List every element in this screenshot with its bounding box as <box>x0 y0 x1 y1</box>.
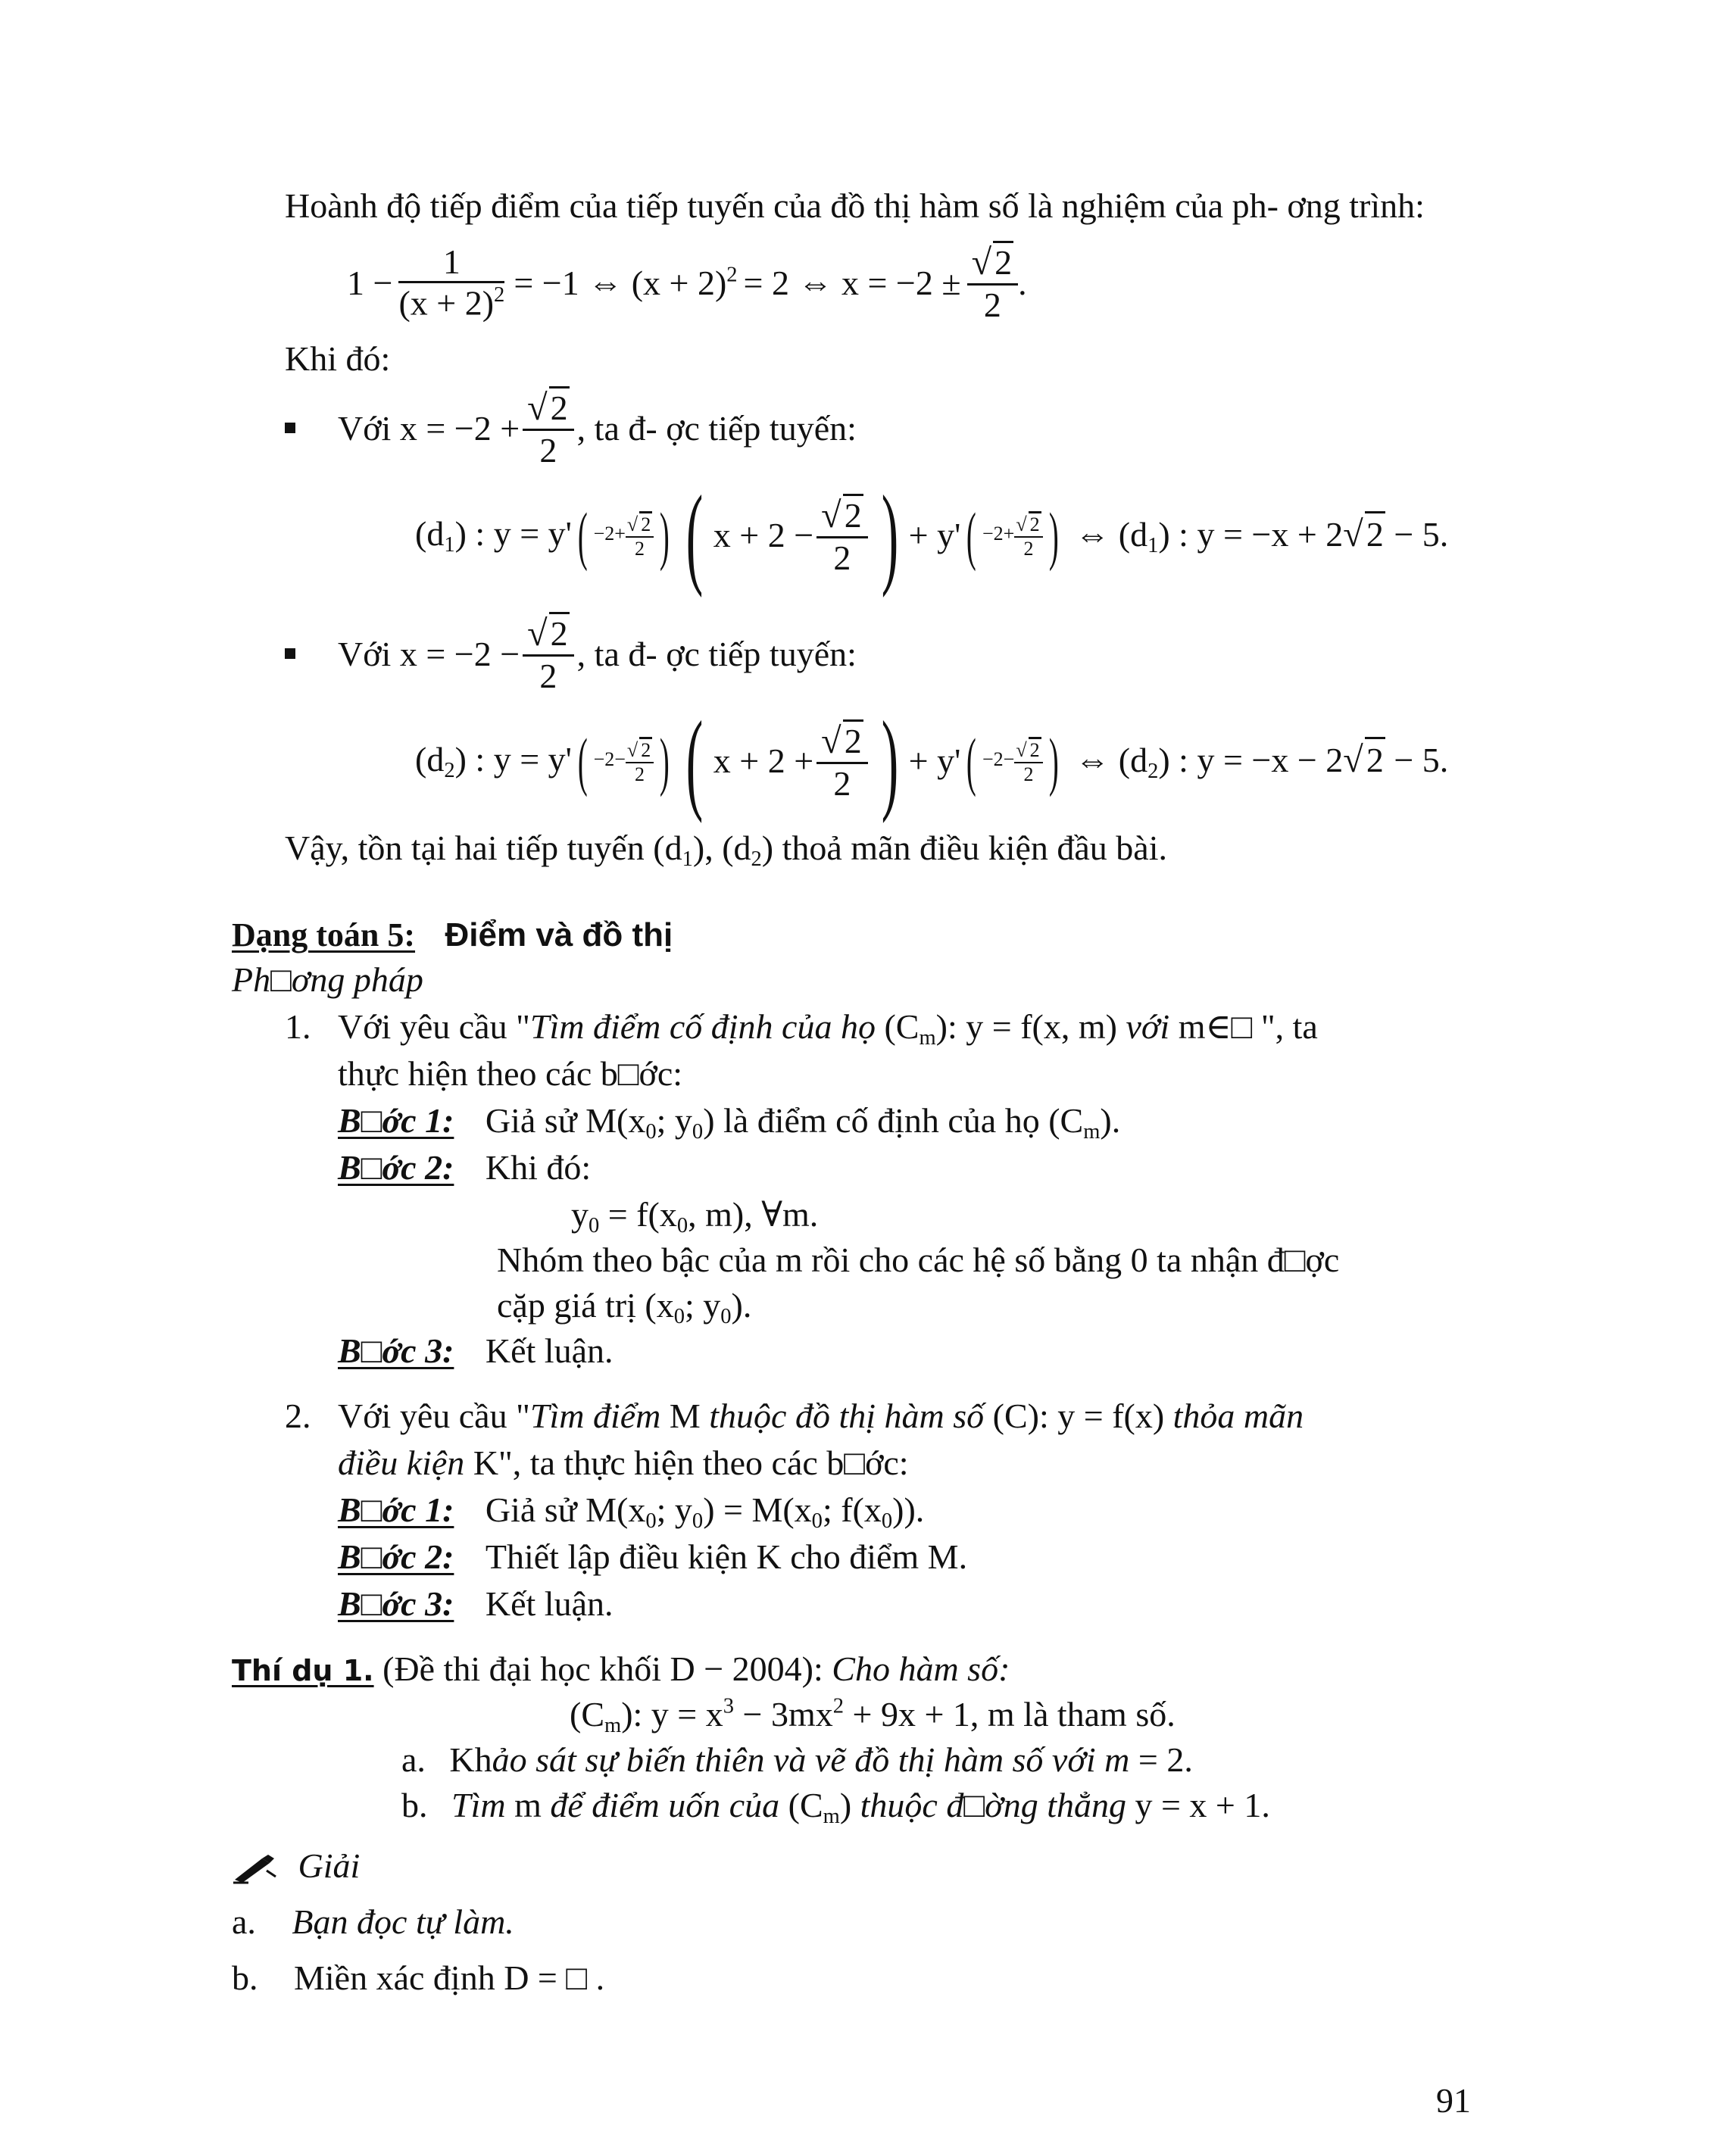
section-heading <box>232 913 673 956</box>
khi-do-label: Khi đó: <box>285 339 391 378</box>
section-title: Điểm và đồ thị <box>445 916 673 953</box>
item2-step1: B□ớc 1: Giả sử $M(x_0$; $y_0) = M(x_0$; $f(x_0)$). <box>338 1490 925 1533</box>
step2-label: B□ớc 2: <box>338 1537 454 1576</box>
paren-close: ) <box>881 473 898 598</box>
step3-label: B□ớc 3: <box>338 1331 454 1370</box>
case2-plus-y: + y' <box>908 741 961 781</box>
eq1-mid2: = 2 ⇔ x = −2 ± <box>743 263 961 302</box>
eq1-fraction <box>398 242 504 323</box>
case2-equation <box>415 698 1449 824</box>
case1-fraction: $\frac{√2}{2}$ <box>523 386 574 470</box>
item1-step1: B□ớc 1: Giả sử $M(x_0$; $y_0$) là điểm cố định của họ $(C_m)$. <box>338 1101 1121 1144</box>
paren-open: ( <box>685 698 704 824</box>
item1-step2-line2: Nhóm theo bậc của m rồi cho các hệ số bằng 0 ta nhận đ□ợc <box>497 1240 1340 1279</box>
case1-prefix: Với x = −2 + <box>338 408 520 448</box>
method-label: Ph□ơng pháp <box>232 960 423 999</box>
pen-icon <box>232 1854 279 1884</box>
step1-label: B□ớc 1: <box>338 1490 454 1529</box>
eq1-end: . <box>1018 263 1027 302</box>
intro-line: Hoành độ tiếp điểm của tiếp tuyến của đồ thị hàm số là nghiệm của ph- ơng trình: <box>285 186 1425 225</box>
case2-eq-lhs: $(d_2)$ : y = y' <box>415 739 572 782</box>
page-number: 91 <box>1436 2081 1471 2120</box>
section-label: Dạng toán 5: <box>232 916 416 953</box>
case2-eval-point-2: ( −2− $\frac{√ 2}{2}$ ) <box>966 725 1059 797</box>
bullet-icon <box>285 423 295 433</box>
bullet-icon <box>285 648 295 659</box>
eq1-sqrt-fraction: $\frac{√2}{2}$ <box>967 241 1019 325</box>
item2-step3: B□ớc 3: Kết luận. <box>338 1584 614 1623</box>
item2-step2: B□ớc 2: Thiết lập điều kiện K cho điểm M. <box>338 1537 968 1576</box>
paren-open: ( <box>685 473 704 598</box>
case1-eq-lhs: $(d_1)$ : y = y' <box>415 513 572 557</box>
eq1-frac-num: 1 <box>398 242 504 284</box>
step2-label: B□ớc 2: <box>338 1148 454 1187</box>
case2-result: ⇔ $(d_2)$ : y = −x − 2√2 − 5. <box>1075 737 1448 785</box>
case1-eval-point-2: ( −2+ $\frac{√ 2}{2}$ ) <box>966 499 1059 572</box>
eq1-frac-den: $(x + 2)^2$ <box>398 283 505 323</box>
item1-step2-equation: $y_0 = f(x_0$, m), ∀m. <box>571 1195 819 1237</box>
item2-line2: điều kiện K", ta thực hiện theo các b□ớc: <box>338 1443 909 1482</box>
case1-eval-point: ( −2+ $\frac{√ 2}{2}$ ) <box>577 499 670 572</box>
item1-line2: thực hiện theo các b□ớc: <box>338 1054 683 1093</box>
solution-b: b. Miền xác định D = □ . <box>232 1958 605 1997</box>
example-label: Thí dụ 1. <box>232 1654 374 1687</box>
eq1-lhs-one: 1 − <box>347 263 393 302</box>
solution-a: a. Bạn đọc tự làm. <box>232 1902 514 1941</box>
case2-prefix: Với x = −2 − <box>338 634 520 673</box>
item1-step2-line3: cặp giá trị ($x_0$; $y_0$). <box>497 1286 752 1328</box>
conclusion-line: Vậy, tồn tại hai tiếp tuyến $(d_1)$, $(d_2)$ thoả mãn điều kiện đầu bài. <box>285 829 1168 871</box>
case1-suffix: , ta đ- ợc tiếp tuyến: <box>576 408 857 448</box>
step1-label: B□ớc 1: <box>338 1101 454 1140</box>
solution-heading <box>232 1845 360 1886</box>
example-question-a: a. Khảo sát sự biến thiên và vẽ đồ thị hàm số với m = 2. <box>401 1740 1193 1779</box>
item1-number: 1. <box>285 1007 311 1046</box>
item2-line1: Với yêu cầu "Tìm điểm M thuộc đồ thị hàm số (C): y = f(x) thỏa mãn <box>338 1396 1304 1435</box>
case1-inner-fraction: $\frac{√2}{2}$ <box>816 494 868 578</box>
case1-plus-y: + y' <box>908 516 961 555</box>
example-heading: Thí dụ 1. (Đề thi đại học khối D − 2004): Cho hàm số: <box>232 1649 1010 1688</box>
case1-inner: x + 2 − <box>713 516 814 555</box>
case1-result: ⇔ $(d_1)$ : y = −x + 2√2 − 5. <box>1075 511 1448 559</box>
case2-eval-point: ( −2− $\frac{√ 2}{2}$ ) <box>577 725 670 797</box>
item1-step2: B□ớc 2: Khi đó: <box>338 1148 592 1187</box>
case2-line <box>285 612 857 696</box>
example-equation: $(C_m)$: $y = x^3 - 3mx^2 + 9x + 1$, m là tham số. <box>570 1694 1176 1737</box>
case2-fraction: $\frac{√2}{2}$ <box>523 612 574 696</box>
case2-inner: x + 2 + <box>713 741 814 781</box>
case2-suffix: , ta đ- ợc tiếp tuyến: <box>576 634 857 673</box>
equation-tangent-abscissa <box>347 241 1027 325</box>
item1-line1: Với yêu cầu "Tìm điểm cố định của họ $(C_m)$: y = f(x, m) với m∈□ ", ta <box>338 1007 1318 1050</box>
solution-title: Giải <box>298 1846 361 1885</box>
item1-step3: B□ớc 3: Kết luận. <box>338 1331 614 1370</box>
step3-label: B□ớc 3: <box>338 1584 454 1623</box>
case1-equation <box>415 473 1449 598</box>
eq1-mid: = −1 ⇔ $(x + 2)^2$ <box>514 263 738 302</box>
paren-close: ) <box>881 698 898 824</box>
item2-number: 2. <box>285 1396 311 1435</box>
example-question-b: b. Tìm m để điểm uốn của $(C_m)$ thuộc đ□ờng thẳng y = x + 1. <box>401 1786 1270 1828</box>
case2-inner-fraction: $\frac{√2}{2}$ <box>816 719 868 804</box>
case1-line <box>285 386 857 470</box>
